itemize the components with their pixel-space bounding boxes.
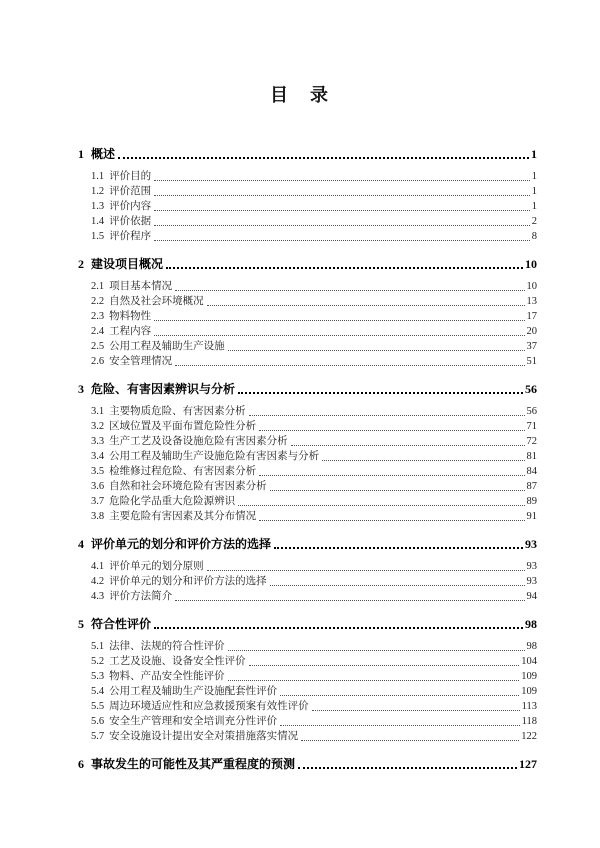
toc-item-row bbox=[78, 464, 537, 479]
toc-item-row bbox=[78, 509, 537, 524]
toc-entry-number: 3.3 bbox=[91, 436, 105, 447]
toc-page-number: 13 bbox=[526, 296, 537, 307]
toc-dot-leader bbox=[259, 520, 524, 521]
toc-item-row bbox=[78, 714, 537, 729]
toc-dot-leader bbox=[228, 350, 525, 351]
toc-page-number: 84 bbox=[526, 466, 537, 477]
toc-dot-leader bbox=[280, 725, 520, 726]
toc-entry-title: 评价程序 bbox=[109, 231, 152, 242]
toc-entry-title: 评价单元的划分原则 bbox=[109, 561, 204, 572]
toc-entry-number: 2.1 bbox=[91, 281, 105, 292]
toc-item-row bbox=[78, 494, 537, 509]
toc-entry-number: 1.2 bbox=[91, 186, 105, 197]
toc-entry-title: 评价目的 bbox=[109, 171, 152, 182]
toc-entry-title: 公用工程及辅助生产设施危险有害因素与分析 bbox=[109, 451, 320, 462]
toc-entry-title: 物料、产品安全性能评价 bbox=[109, 671, 225, 682]
toc-chapter-row bbox=[78, 616, 537, 632]
toc-entry-title: 建设项目概况 bbox=[91, 257, 164, 271]
toc-chapter-row bbox=[78, 381, 537, 397]
toc-entry-number: 5.1 bbox=[91, 641, 105, 652]
toc-item-row bbox=[78, 339, 537, 354]
toc-page-number: 109 bbox=[521, 686, 537, 697]
toc-page-number: 37 bbox=[526, 341, 537, 352]
toc-item-row bbox=[78, 229, 537, 244]
toc-chapter-row bbox=[78, 756, 537, 772]
toc-item-row bbox=[78, 404, 537, 419]
toc-entry-title: 自然和社会环境危险有害因素分析 bbox=[109, 481, 267, 492]
toc-dot-leader bbox=[154, 627, 523, 629]
toc-page-number: 51 bbox=[526, 356, 537, 367]
toc-chapter-row bbox=[78, 146, 537, 162]
toc-dot-leader bbox=[274, 547, 523, 549]
toc-page-number: 109 bbox=[521, 671, 537, 682]
toc-page-number: 56 bbox=[526, 406, 537, 417]
toc-entry-title: 工艺及设施、设备安全性评价 bbox=[109, 656, 246, 667]
toc-entry-number: 2.4 bbox=[91, 326, 105, 337]
toc-dot-leader bbox=[249, 665, 520, 666]
toc-item-row bbox=[78, 214, 537, 229]
toc-dot-leader bbox=[154, 210, 530, 211]
toc-item-row bbox=[78, 169, 537, 184]
toc-page-number: 122 bbox=[521, 731, 537, 742]
toc-dot-leader bbox=[322, 460, 524, 461]
toc-entry-number: 5.5 bbox=[91, 701, 105, 712]
toc-chapter-row bbox=[78, 536, 537, 552]
toc-entry-title: 公用工程及辅助生产设施配套性评价 bbox=[109, 686, 278, 697]
toc-page-number: 71 bbox=[526, 421, 537, 432]
toc-item-row bbox=[78, 589, 537, 604]
toc-item-row bbox=[78, 294, 537, 309]
toc-entry-title: 法律、法规的符合性评价 bbox=[109, 641, 225, 652]
toc-dot-leader bbox=[298, 767, 517, 769]
toc-entry-title: 主要物质危险、有害因素分析 bbox=[109, 406, 246, 417]
toc-entry-number: 3.5 bbox=[91, 466, 105, 477]
toc-item-row bbox=[78, 324, 537, 339]
toc-page-number: 87 bbox=[526, 481, 537, 492]
toc-page-number: 1 bbox=[531, 147, 537, 161]
toc-entry-title: 符合性评价 bbox=[91, 617, 152, 631]
toc-dot-leader bbox=[280, 695, 519, 696]
toc-page-number: 93 bbox=[525, 537, 537, 551]
toc-entry-number: 1.3 bbox=[91, 201, 105, 212]
toc-entry-title: 危险化学品重大危险源辨识 bbox=[109, 496, 236, 507]
toc-page-number: 98 bbox=[526, 641, 537, 652]
toc-entry-number: 5.4 bbox=[91, 686, 105, 697]
toc-page-number: 91 bbox=[526, 511, 537, 522]
toc-dot-leader bbox=[175, 365, 524, 366]
toc-dot-leader bbox=[207, 570, 525, 571]
toc-item-row bbox=[78, 199, 537, 214]
toc-entry-title: 主要危险有害因素及其分布情况 bbox=[109, 511, 257, 522]
toc-entry-number: 1.5 bbox=[91, 231, 105, 242]
toc-item-row bbox=[78, 654, 537, 669]
toc-page-number: 94 bbox=[526, 591, 537, 602]
toc-entry-title: 检维修过程危险、有害因素分析 bbox=[109, 466, 257, 477]
toc-page-number: 118 bbox=[521, 716, 537, 727]
toc-item-row bbox=[78, 449, 537, 464]
toc-dot-leader bbox=[154, 320, 524, 321]
toc-dot-leader bbox=[291, 445, 525, 446]
toc-dot-leader bbox=[154, 240, 530, 241]
toc-dot-leader bbox=[228, 650, 525, 651]
toc-page-number: 98 bbox=[525, 617, 537, 631]
toc-entry-number: 5.7 bbox=[91, 731, 105, 742]
toc-dot-leader bbox=[228, 680, 520, 681]
toc-dot-leader bbox=[175, 600, 524, 601]
toc-page-number: 2 bbox=[531, 216, 537, 227]
toc-item-row bbox=[78, 639, 537, 654]
toc-page-number: 81 bbox=[526, 451, 537, 462]
toc-entry-number: 2.6 bbox=[91, 356, 105, 367]
toc-item-row bbox=[78, 479, 537, 494]
toc-page-number: 20 bbox=[526, 326, 537, 337]
toc-item-row bbox=[78, 309, 537, 324]
toc-entry-title: 评价单元的划分和评价方法的选择 bbox=[91, 537, 272, 551]
toc-entry-number: 5.3 bbox=[91, 671, 105, 682]
toc-dot-leader bbox=[259, 475, 524, 476]
toc-item-row bbox=[78, 669, 537, 684]
toc-item-row bbox=[78, 574, 537, 589]
toc-item-row bbox=[78, 354, 537, 369]
toc-page-number: 89 bbox=[526, 496, 537, 507]
toc-item-row bbox=[78, 184, 537, 199]
toc-entry-title: 评价单元的划分和评价方法的选择 bbox=[109, 576, 267, 587]
toc-entry-title: 评价范围 bbox=[109, 186, 152, 197]
toc-entry-number: 3.7 bbox=[91, 496, 105, 507]
toc-item-row bbox=[78, 729, 537, 744]
toc-entry-title: 评价依据 bbox=[109, 216, 152, 227]
toc-dot-leader bbox=[270, 490, 525, 491]
toc-dot-leader bbox=[166, 267, 523, 269]
toc-page-number: 17 bbox=[526, 311, 537, 322]
toc-entry-title: 自然及社会环境概况 bbox=[109, 296, 204, 307]
toc-entry-title: 安全生产管理和安全培训充分性评价 bbox=[109, 716, 278, 727]
toc-item-row bbox=[78, 559, 537, 574]
toc-entry-number: 1.1 bbox=[91, 171, 105, 182]
toc-entry-number: 3.1 bbox=[91, 406, 105, 417]
toc-item-row bbox=[78, 684, 537, 699]
toc-entry-number: 3.2 bbox=[91, 421, 105, 432]
toc-page-number: 72 bbox=[526, 436, 537, 447]
toc-dot-leader bbox=[154, 195, 530, 196]
toc-page-number: 10 bbox=[526, 281, 537, 292]
toc-entry-number: 1 bbox=[78, 147, 84, 161]
toc-title: 目 录 bbox=[270, 85, 330, 105]
toc-entry-title: 项目基本情况 bbox=[109, 281, 173, 292]
toc-item-row bbox=[78, 699, 537, 714]
toc-page-number: 93 bbox=[526, 576, 537, 587]
toc-entry-number: 4.1 bbox=[91, 561, 105, 572]
toc-entry-number: 2.2 bbox=[91, 296, 105, 307]
toc-dot-leader bbox=[270, 585, 525, 586]
toc-page-number: 1 bbox=[531, 201, 537, 212]
toc-entry-title: 区域位置及平面布置危险性分析 bbox=[109, 421, 257, 432]
toc-page-number: 104 bbox=[521, 656, 537, 667]
toc-entry-title: 概述 bbox=[91, 147, 116, 161]
toc-dot-leader bbox=[238, 505, 524, 506]
toc-entry-number: 3.8 bbox=[91, 511, 105, 522]
toc-entry-number: 3 bbox=[78, 382, 84, 396]
toc-entry-number: 4 bbox=[78, 537, 84, 551]
toc-dot-leader bbox=[301, 740, 519, 741]
toc-entry-number: 5.6 bbox=[91, 716, 105, 727]
toc-entry-title: 事故发生的可能性及其严重程度的预测 bbox=[91, 757, 296, 771]
toc-page-number: 10 bbox=[525, 257, 537, 271]
toc-dot-leader bbox=[154, 180, 530, 181]
toc-entry-title: 周边环境适应性和应急救援预案有效性评价 bbox=[109, 701, 309, 712]
toc-entry-number: 4.2 bbox=[91, 576, 105, 587]
toc-entry-title: 安全设施设计提出安全对策措施落实情况 bbox=[109, 731, 299, 742]
toc-page-number: 127 bbox=[519, 757, 537, 771]
toc-page-number: 1 bbox=[531, 186, 537, 197]
toc-page-number: 113 bbox=[521, 701, 537, 712]
toc-entry-title: 评价方法简介 bbox=[109, 591, 173, 602]
toc-entry-number: 5.2 bbox=[91, 656, 105, 667]
toc-dot-leader bbox=[238, 392, 523, 394]
toc-entry-number: 4.3 bbox=[91, 591, 105, 602]
toc-dot-leader bbox=[207, 305, 525, 306]
toc-entry-title: 安全管理情况 bbox=[109, 356, 173, 367]
toc-entry-number: 1.4 bbox=[91, 216, 105, 227]
toc-entry-number: 3.4 bbox=[91, 451, 105, 462]
toc-page-number: 8 bbox=[531, 231, 537, 242]
toc-entry-title: 生产工艺及设备设施危险有害因素分析 bbox=[109, 436, 288, 447]
toc-item-row bbox=[78, 279, 537, 294]
toc-entry-number: 2 bbox=[78, 257, 84, 271]
toc-dot-leader bbox=[154, 335, 524, 336]
toc-entry-number: 3.6 bbox=[91, 481, 105, 492]
toc-entry-title: 评价内容 bbox=[109, 201, 152, 212]
toc-item-row bbox=[78, 434, 537, 449]
toc-chapter-row bbox=[78, 256, 537, 272]
toc-entry-title: 工程内容 bbox=[109, 326, 152, 337]
toc-dot-leader bbox=[312, 710, 520, 711]
toc-page-number: 1 bbox=[531, 171, 537, 182]
toc-dot-leader bbox=[249, 415, 525, 416]
toc-item-row bbox=[78, 419, 537, 434]
toc-entry-title: 危险、有害因素辨识与分析 bbox=[91, 382, 236, 396]
toc-dot-leader bbox=[118, 157, 529, 159]
toc-dot-leader bbox=[175, 290, 524, 291]
toc-entry-title: 物料物性 bbox=[109, 311, 152, 322]
toc-dot-leader bbox=[154, 225, 530, 226]
toc-entry-number: 2.3 bbox=[91, 311, 105, 322]
toc-entry-number: 2.5 bbox=[91, 341, 105, 352]
toc-list bbox=[78, 146, 537, 779]
toc-entry-number: 5 bbox=[78, 617, 84, 631]
toc-entry-title: 公用工程及辅助生产设施 bbox=[109, 341, 225, 352]
toc-entry-number: 6 bbox=[78, 757, 84, 771]
toc-dot-leader bbox=[259, 430, 524, 431]
toc-page-number: 56 bbox=[525, 382, 537, 396]
toc-page-number: 93 bbox=[526, 561, 537, 572]
